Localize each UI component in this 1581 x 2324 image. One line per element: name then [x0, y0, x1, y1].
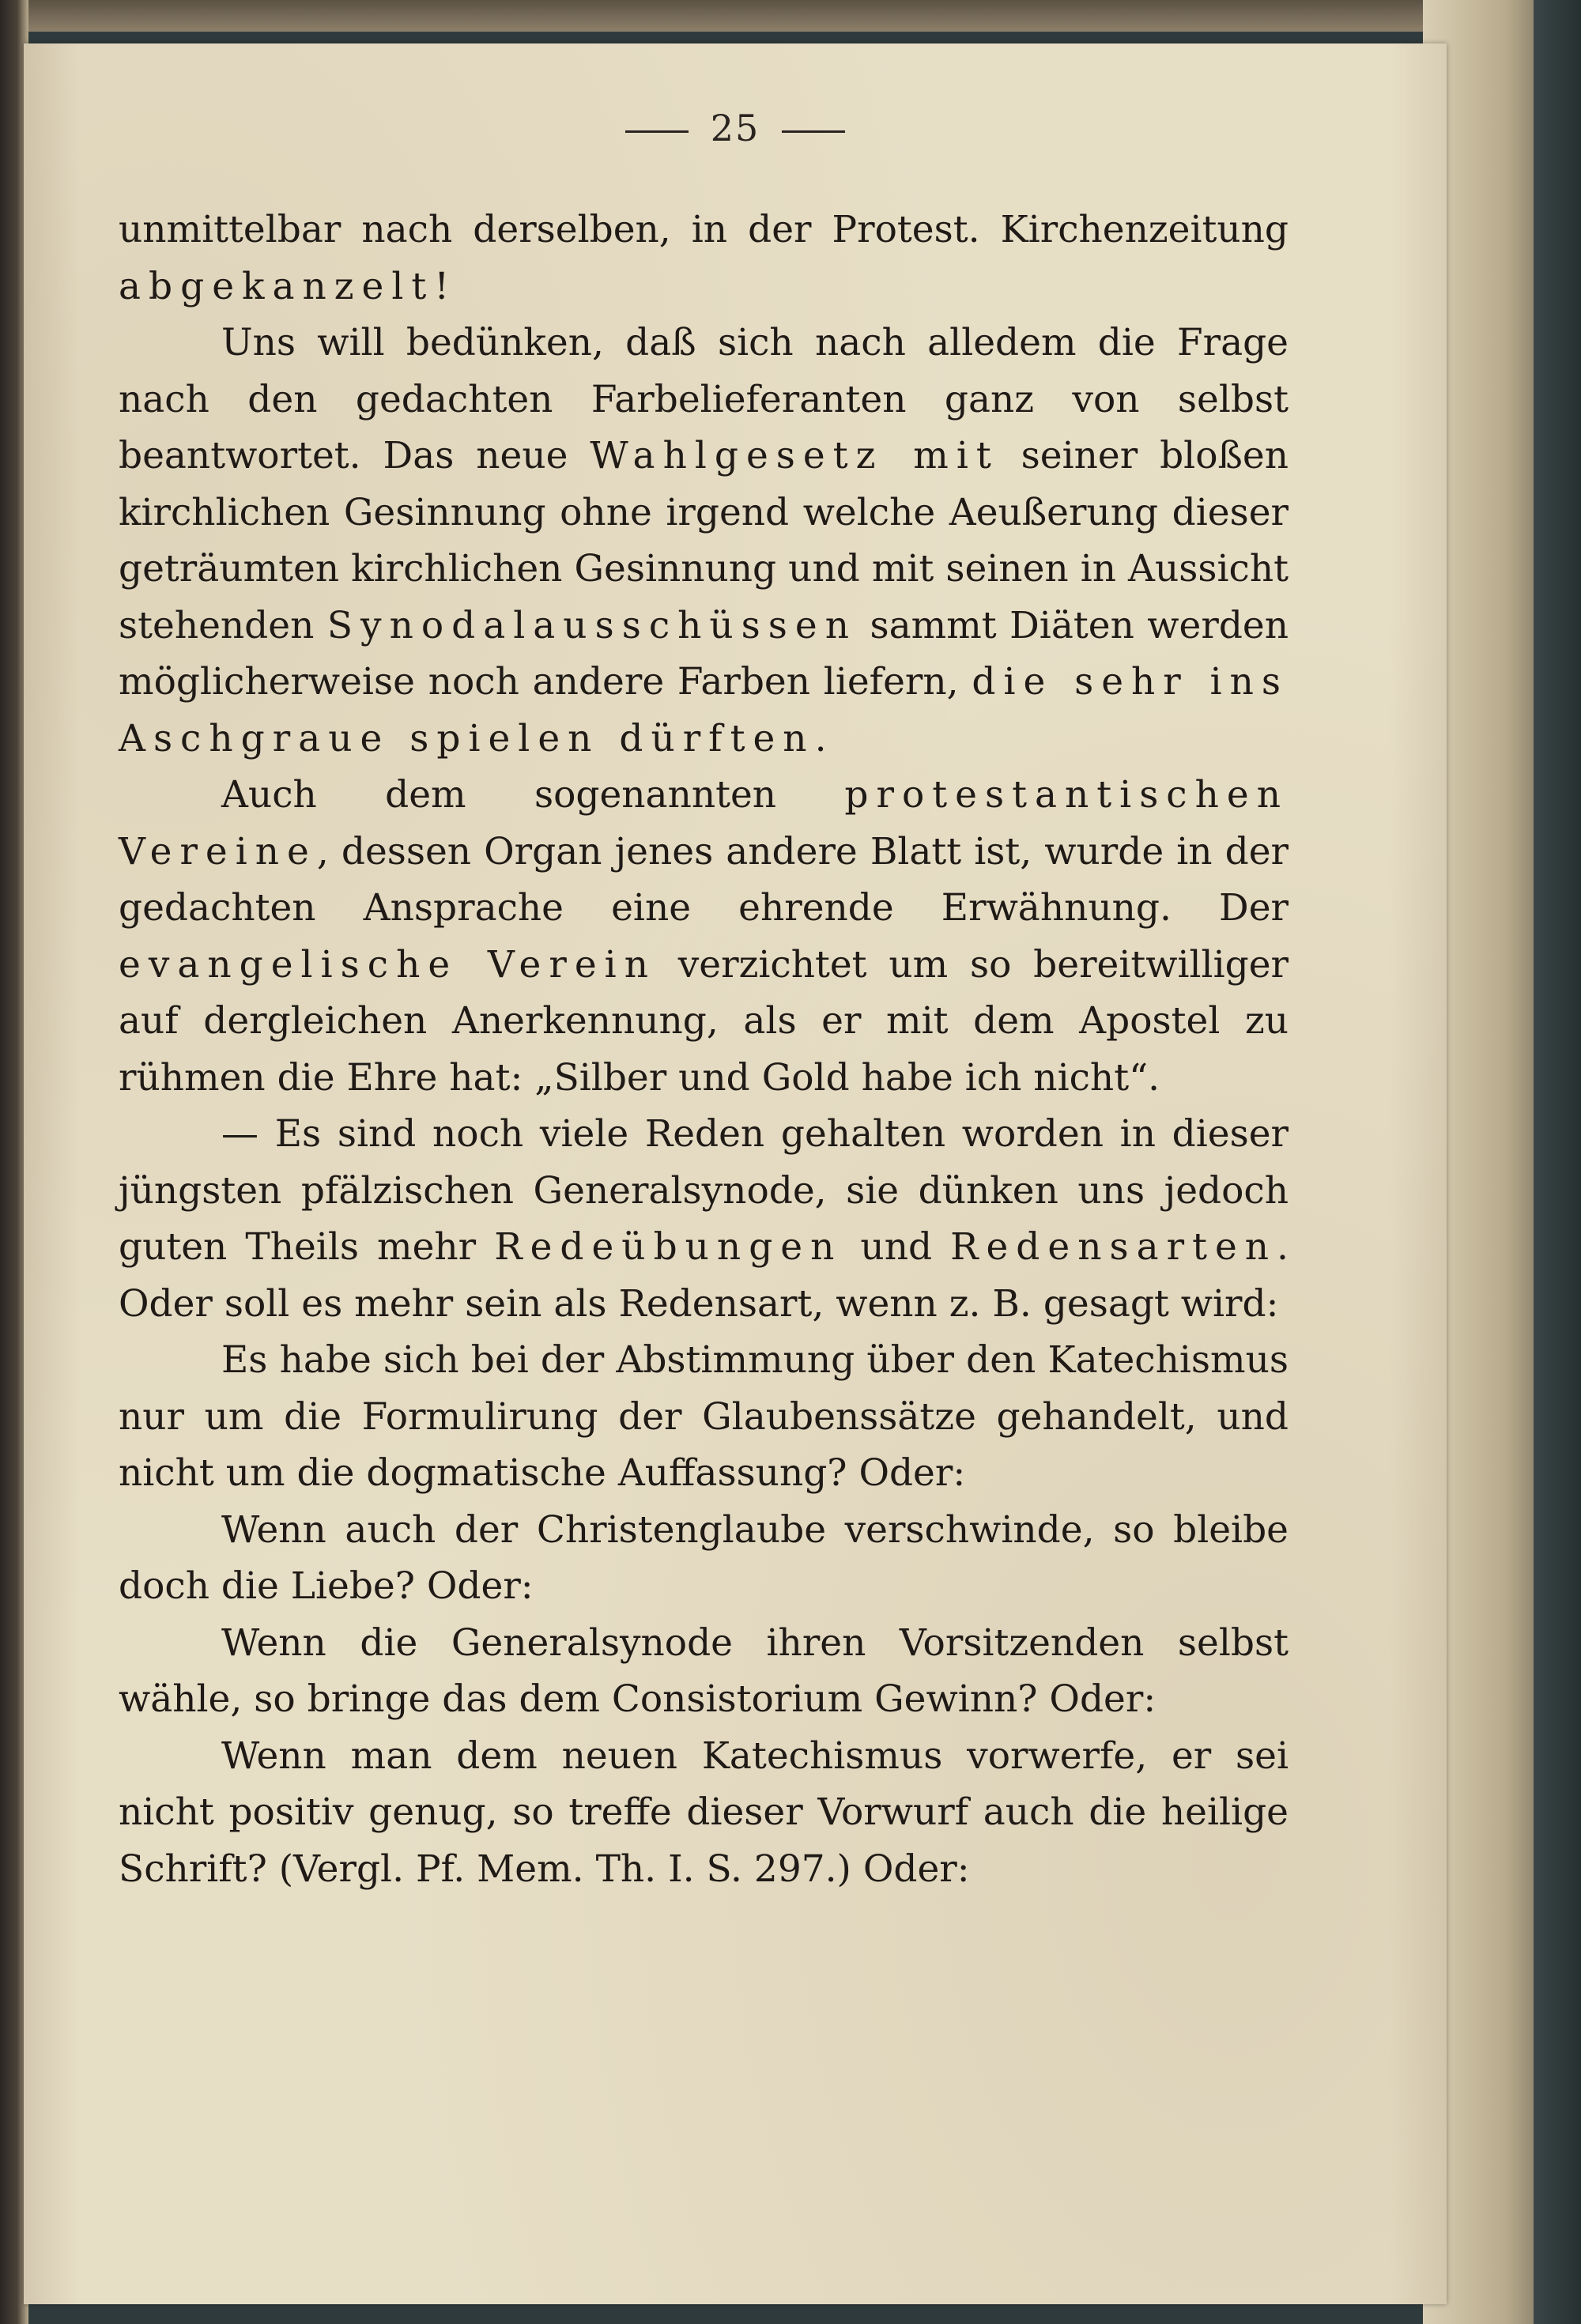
text-run: sammt Diäten werden möglicherweise noch andere Farben liefern,	[119, 603, 1289, 704]
text-run: .	[814, 716, 827, 760]
paragraph	[119, 1615, 1289, 1728]
text-run: und	[842, 1225, 951, 1269]
header-dash-right	[782, 130, 845, 133]
paragraph	[119, 315, 1289, 767]
text-run: Wenn man dem neuen Katechismus vorwerfe, er sei nicht positiv genug, so treffe dieser Vorwurf auch die heilige Schrift? (Vergl. Pf. Mem. Th. I. S. 297.) Oder:	[119, 1734, 1289, 1891]
text-run: , dessen Organ jenes andere Blatt ist, wurde in der gedachten Ansprache eine ehrende Erwähnung. Der	[119, 829, 1289, 930]
paragraph	[119, 1106, 1289, 1332]
book-cover-top-edge	[0, 0, 1581, 32]
page-body-text	[119, 202, 1289, 1897]
spaced-emphasis-text: Wahlgesetz mit	[590, 434, 999, 477]
book-cover-right-edge	[1534, 0, 1581, 2324]
paragraph	[119, 1332, 1289, 1502]
text-run: . Oder soll es mehr sein als Redensart, wenn z. B. gesagt wird:	[119, 1225, 1289, 1326]
text-run: Auch dem sogenannten	[221, 773, 845, 817]
paragraph	[119, 1502, 1289, 1615]
spaced-emphasis-text: protestantischen Vereine	[119, 773, 1289, 873]
paragraph	[119, 1728, 1289, 1898]
text-run: — Es sind noch viele Reden gehalten worden in dieser jüngsten pfälzischen Generalsynode, sie dünken uns jedoch guten Theils mehr	[119, 1112, 1289, 1269]
spaced-emphasis-text: Redeübungen	[494, 1225, 843, 1269]
page-number: 25	[710, 107, 760, 149]
text-run: !	[434, 264, 450, 308]
spaced-emphasis-text: abgekanzelt	[119, 264, 435, 308]
text-run: Wenn die Generalsynode ihren Vorsitzenden selbst wähle, so bringe das dem Consistorium Gewinn? Oder:	[119, 1620, 1289, 1721]
text-run: Uns will bedünken, daß sich nach alledem die Frage nach den gedachten Farbelieferanten ganz von selbst beantwortet. Das neue	[119, 321, 1289, 477]
page-number-header	[24, 107, 1447, 149]
book-page	[24, 43, 1447, 2304]
spaced-emphasis-text: die sehr ins Aschgraue spielen dürften	[119, 660, 1289, 760]
text-run: seiner bloßen kirchlichen Gesinnung ohne irgend welche Aeußerung dieser geträumten kirchlichen Gesinnung und mit seinen in Aussicht stehenden	[119, 434, 1289, 647]
paragraph	[119, 767, 1289, 1106]
text-run: verzichtet um so bereitwilliger auf dergleichen Anerkennung, als er mit dem Apostel zu rühmen die Ehre hat: „Silber und Gold habe ich nicht“.	[119, 942, 1289, 1100]
text-run: Wenn auch der Christenglaube verschwinde, so bleibe doch die Liebe? Oder:	[119, 1507, 1289, 1608]
spaced-emphasis-text: evangelische Verein	[119, 942, 656, 987]
text-run: Es habe sich bei der Abstimmung über den Katechismus nur um die Formulirung der Glaubenssätze gehandelt, und nicht um die dogmatische Auffassung? Oder:	[119, 1338, 1289, 1495]
header-dash-left	[625, 130, 689, 133]
paragraph	[119, 202, 1289, 315]
spaced-emphasis-text: Redensarten	[950, 1225, 1277, 1269]
spaced-emphasis-text: Synodalausschüssen	[326, 603, 858, 647]
text-run: unmittelbar nach derselben, in der Protest. Kirchenzeitung	[119, 208, 1289, 251]
